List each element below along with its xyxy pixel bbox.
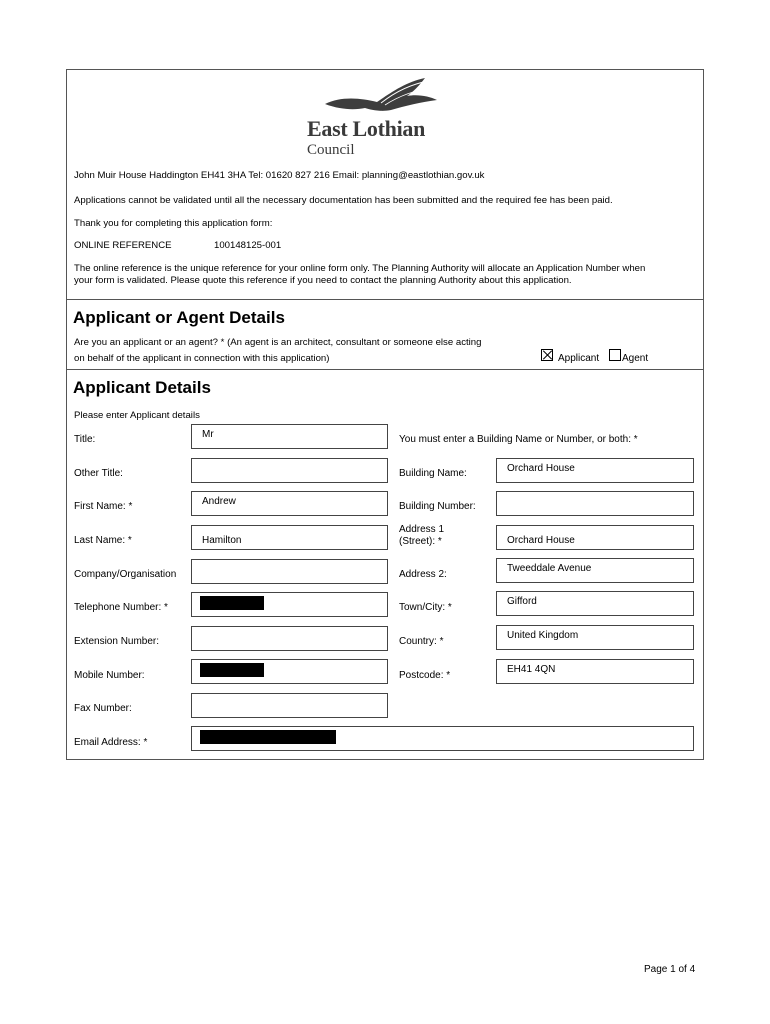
online-reference-label: ONLINE REFERENCE — [74, 240, 172, 251]
building-requirement-note: You must enter a Building Name or Number, or both: * — [399, 434, 638, 445]
company-field[interactable] — [191, 559, 388, 584]
other-title-field[interactable] — [191, 458, 388, 483]
extension-label: Extension Number: — [74, 636, 160, 647]
town-field[interactable]: Gifford — [496, 591, 694, 616]
last-name-field[interactable]: Hamilton — [191, 525, 388, 550]
redacted-telephone — [200, 596, 264, 610]
applicant-checkbox[interactable] — [541, 349, 553, 361]
postcode-label: Postcode: * — [399, 670, 451, 681]
council-logo — [307, 76, 467, 156]
logo-text-council: Council — [307, 142, 355, 158]
address1-field[interactable]: Orchard House — [496, 525, 694, 550]
first-name-label: First Name: * — [74, 501, 133, 512]
address1-label-line1: Address 1 — [399, 524, 445, 535]
building-name-field[interactable]: Orchard House — [496, 458, 694, 483]
country-field[interactable]: United Kingdom — [496, 625, 694, 650]
applicant-agent-question-line2: on behalf of the applicant in connection with this application) — [74, 353, 330, 364]
applicant-option-label: Applicant — [558, 353, 600, 364]
redacted-mobile — [200, 663, 264, 677]
applicant-details-heading: Applicant Details — [73, 378, 211, 397]
address2-label: Address 2: — [399, 569, 447, 580]
email-label: Email Address: * — [74, 737, 148, 748]
reference-note-line1: The online reference is the unique reference for your online form only. The Planning Authority will allocate an Application Number when — [74, 263, 646, 274]
contact-line: John Muir House Haddington EH41 3HA Tel: 01620 827 216 Email: planning@eastlothian.gov.uk — [74, 170, 485, 181]
mobile-label: Mobile Number: — [74, 670, 145, 681]
address2-field[interactable]: Tweeddale Avenue — [496, 558, 694, 583]
postcode-field[interactable]: EH41 4QN — [496, 659, 694, 684]
extension-field[interactable] — [191, 626, 388, 651]
bird-logo-icon — [321, 76, 441, 118]
applicant-agent-question-line1: Are you an applicant or an agent? * (An agent is an architect, consultant or someone else acting — [74, 337, 482, 348]
other-title-label: Other Title: — [74, 468, 123, 479]
page-number: Page 1 of 4 — [644, 964, 696, 975]
company-label: Company/Organisation — [74, 569, 177, 580]
agent-checkbox[interactable] — [609, 349, 621, 361]
section-divider — [67, 299, 703, 300]
agent-option-label: Agent — [622, 353, 649, 364]
address1-label-line2: (Street): * — [399, 536, 442, 547]
fax-field[interactable] — [191, 693, 388, 718]
applicant-details-intro: Please enter Applicant details — [74, 410, 200, 421]
country-label: Country: * — [399, 636, 444, 647]
building-number-label: Building Number: — [399, 501, 476, 512]
title-label: Title: — [74, 434, 96, 445]
thanks-text: Thank you for completing this application form: — [74, 218, 273, 229]
building-number-field[interactable] — [496, 491, 694, 516]
fax-label: Fax Number: — [74, 703, 132, 714]
telephone-label: Telephone Number: * — [74, 602, 168, 613]
first-name-field[interactable]: Andrew — [191, 491, 388, 516]
title-field[interactable]: Mr — [191, 424, 388, 449]
reference-note-line2: your form is validated. Please quote this reference if you need to contact the planning Authority about this application. — [74, 275, 572, 286]
online-reference-value: 100148125-001 — [214, 240, 282, 251]
logo-text-east-lothian: East Lothian — [307, 116, 426, 141]
applicant-or-agent-heading: Applicant or Agent Details — [73, 308, 285, 327]
validation-note: Applications cannot be validated until all the necessary documentation has been submitted and the required fee has been paid. — [74, 195, 613, 206]
application-form-page — [66, 69, 704, 760]
last-name-label: Last Name: * — [74, 535, 132, 546]
building-name-label: Building Name: — [399, 468, 467, 479]
redacted-email — [200, 730, 336, 744]
section-divider — [67, 369, 703, 370]
town-label: Town/City: * — [399, 602, 452, 613]
